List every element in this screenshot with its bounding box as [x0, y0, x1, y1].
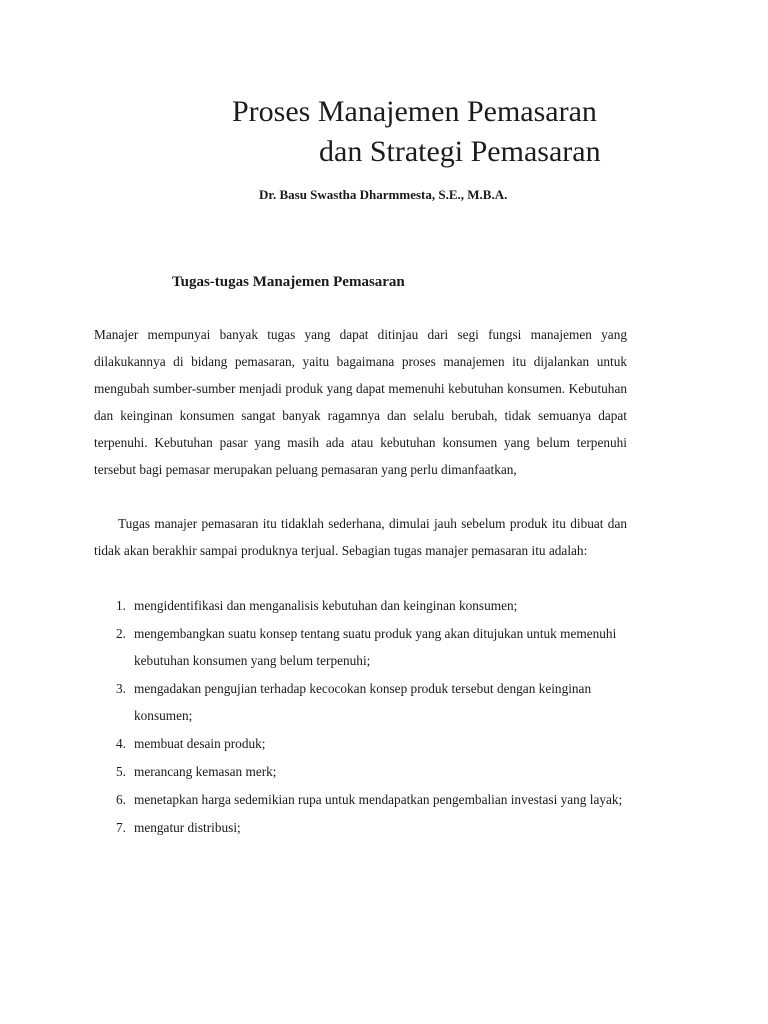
list-item-text: mengembangkan suatu konsep tentang suatu produk yang akan ditujukan untuk memenuhi kebutuhan konsumen yang belum terpenuhi;	[134, 626, 617, 668]
list-item-text: merancang kemasan merk;	[134, 764, 277, 779]
list-item-number: 6.	[116, 792, 126, 807]
paragraph-1: Manajer mempunyai banyak tugas yang dapat ditinjau dari segi fungsi manajemen yang dilakukannya di bidang pemasaran, yaitu bagaimana proses manajemen itu dijalankan untuk mengubah sumber-sumber menjadi produk yang dapat memenuhi kebutuhan konsumen. Kebutuhan dan keinginan konsumen sangat banyak ragamnya dan selalu berubah, tidak semuanya dapat terpenuhi. Kebutuhan pasar yang masih ada atau kebutuhan konsumen yang belum terpenuhi tersebut bagi pemasar merupakan peluang pemasaran yang perlu dimanfaatkan,	[94, 327, 627, 477]
list-item-number: 3.	[116, 681, 126, 696]
list-item	[94, 730, 627, 757]
list-item-text: membuat desain produk;	[134, 736, 266, 751]
list-item	[94, 758, 627, 785]
list-item-number: 7.	[116, 820, 126, 835]
list-item	[94, 675, 627, 729]
list-item	[94, 620, 627, 674]
list-item-number: 4.	[116, 736, 126, 751]
title-line-2: dan Strategi Pemasaran	[319, 135, 601, 168]
list-item-text: mengidentifikasi dan menganalisis kebutuhan dan keinginan konsumen;	[134, 598, 518, 613]
list-item	[94, 786, 627, 813]
paragraph-2: Tugas manajer pemasaran itu tidaklah sederhana, dimulai jauh sebelum produk itu dibuat dan tidak akan berakhir sampai produknya terjual. Sebagian tugas manajer pemasaran itu adalah:	[94, 516, 627, 558]
list-item-text: mengadakan pengujian terhadap kecocokan konsep produk tersebut dengan keinginan konsumen;	[134, 681, 592, 723]
list-item	[94, 814, 627, 841]
author-name: Dr. Basu Swastha Dharmmesta, S.E., M.B.A.	[259, 187, 508, 202]
list-item	[94, 592, 627, 619]
list-item-number: 1.	[116, 598, 126, 613]
title-line-1: Proses Manajemen Pemasaran	[232, 95, 597, 128]
list-item-number: 2.	[116, 626, 126, 641]
task-list	[94, 592, 627, 842]
list-item-text: mengatur distribusi;	[134, 820, 241, 835]
list-item-number: 5.	[116, 764, 126, 779]
section-heading: Tugas-tugas Manajemen Pemasaran	[172, 274, 405, 290]
list-item-text: menetapkan harga sedemikian rupa untuk mendapatkan pengembalian investasi yang layak;	[134, 792, 623, 807]
